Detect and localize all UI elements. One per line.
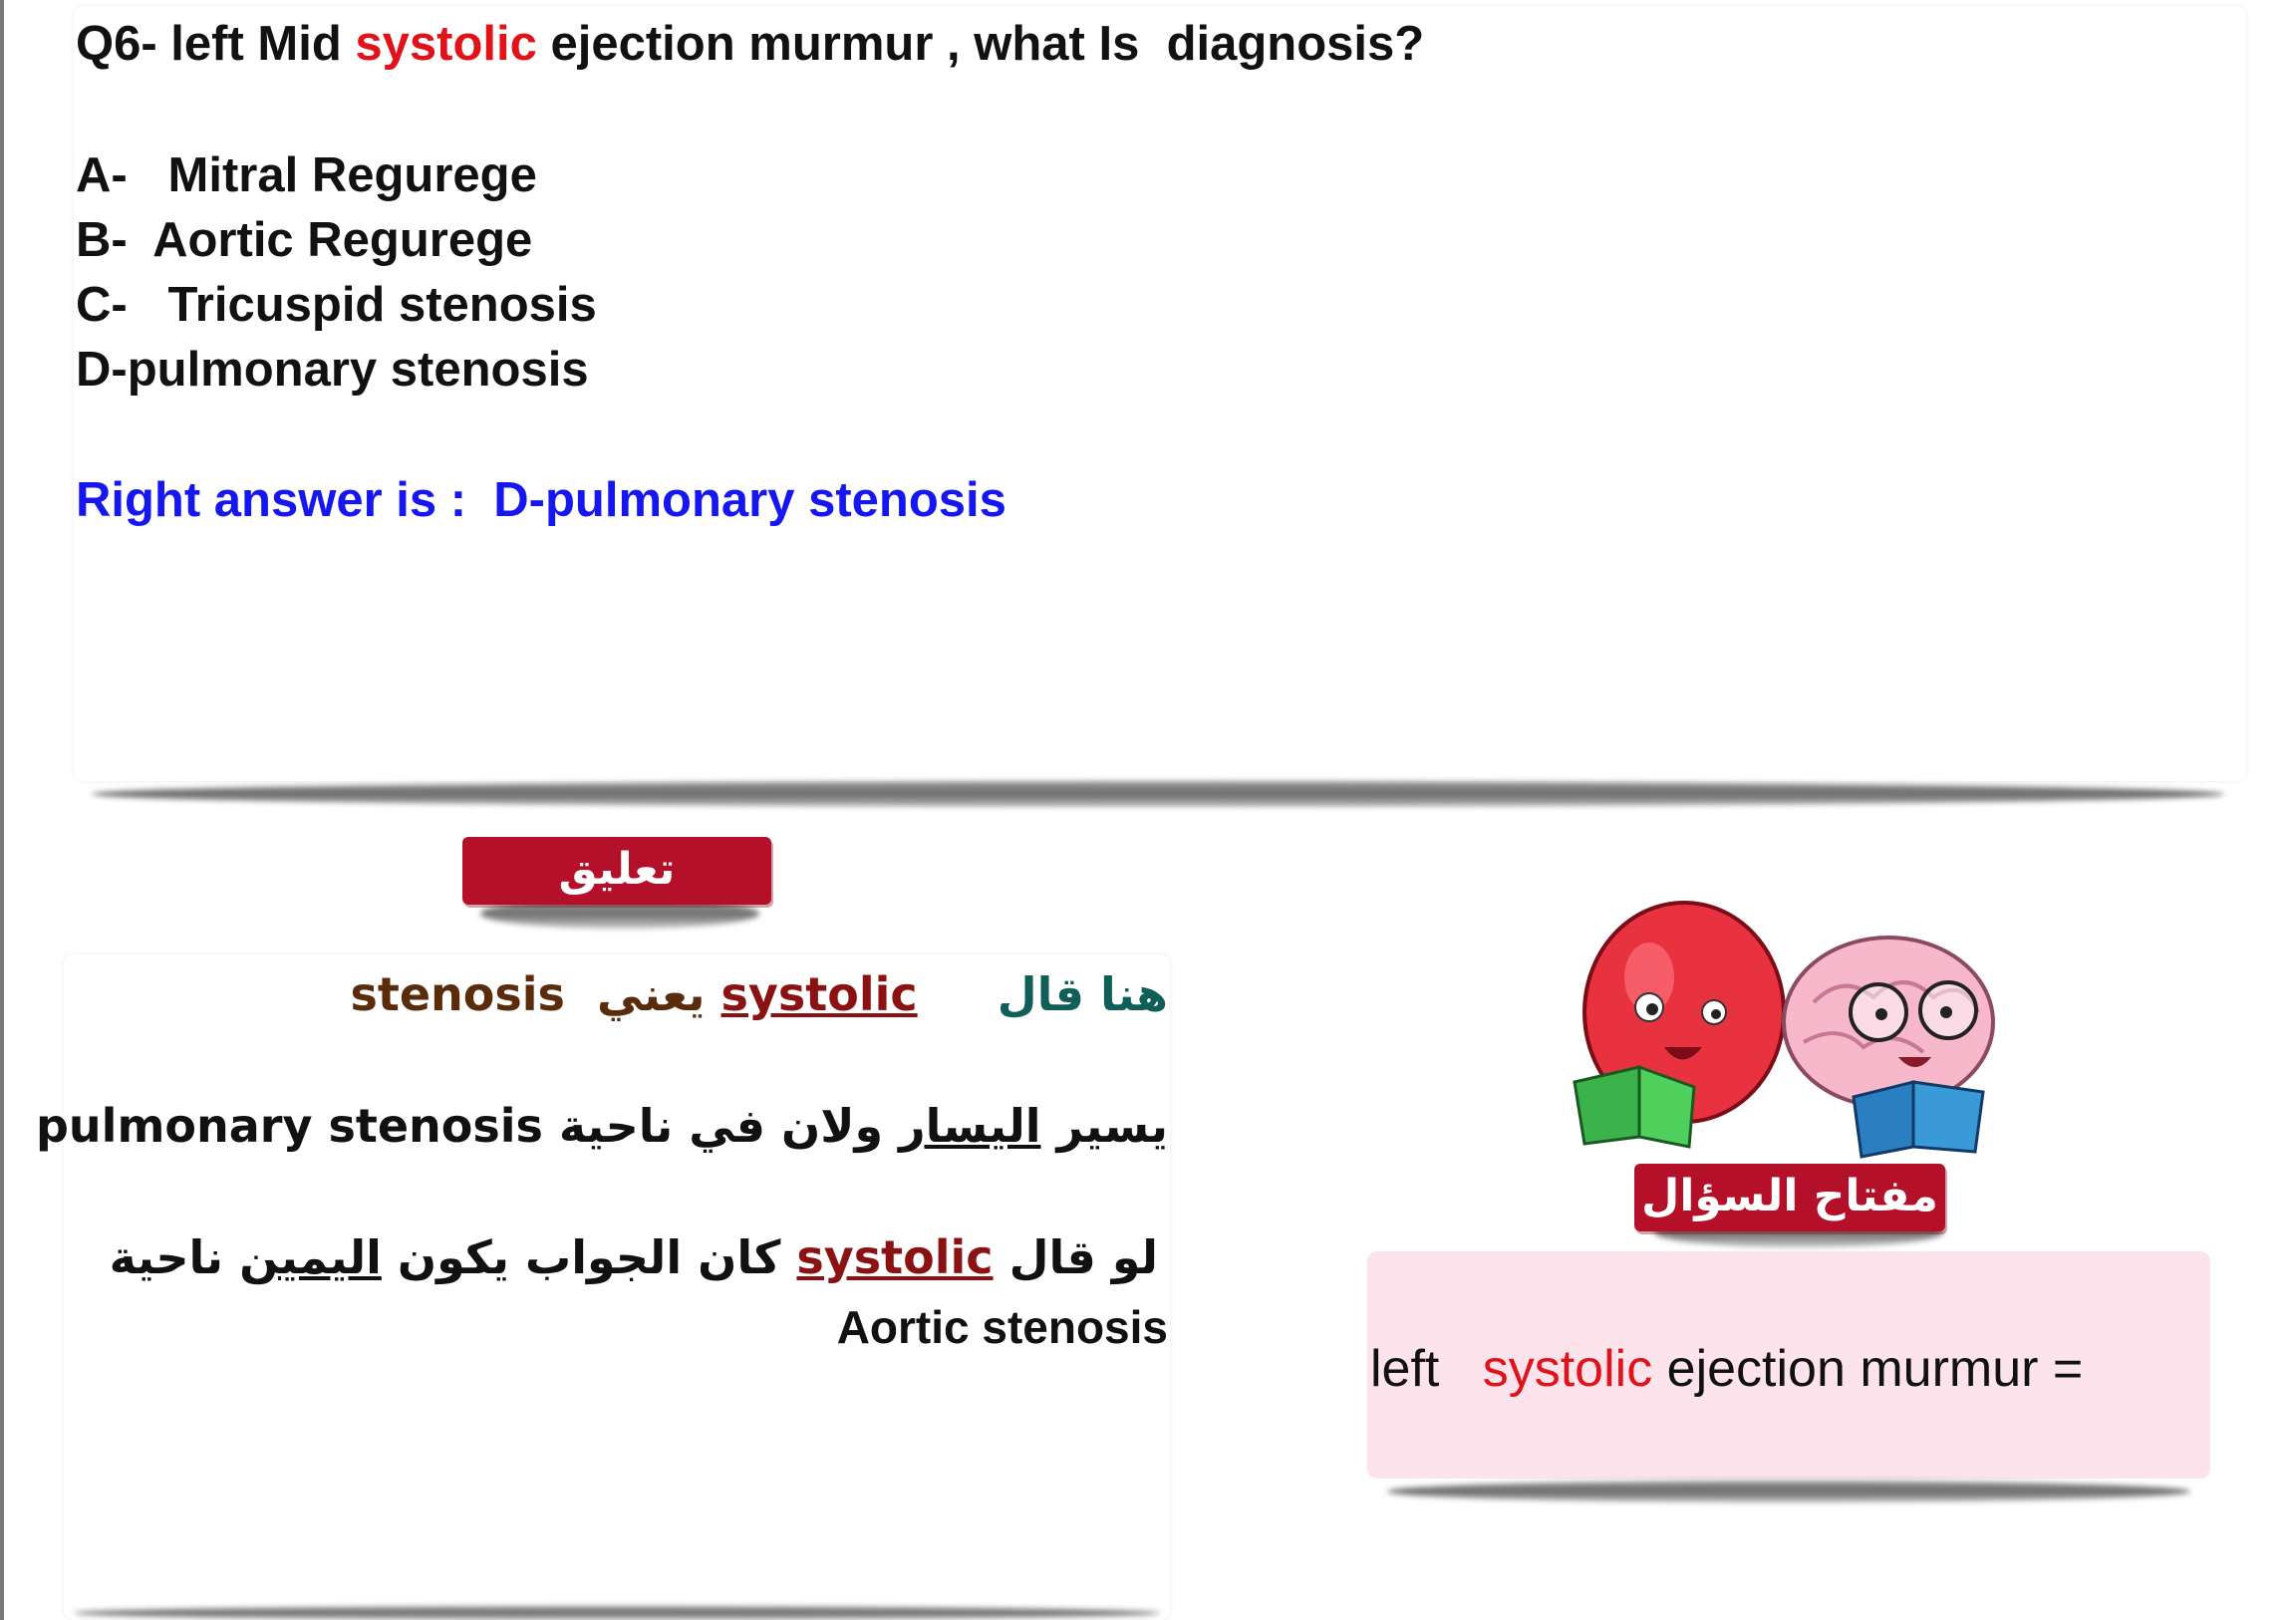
- heart-brain-illustration: [1565, 883, 2023, 1182]
- brain-icon: [1784, 938, 1993, 1157]
- option-a: A- Mitral Regurege: [76, 148, 537, 202]
- key-highlight: systolic: [1482, 1340, 1653, 1398]
- comment-l1-here-said: هنا قال: [997, 967, 1168, 1021]
- question-title: [76, 14, 1424, 74]
- option-c: C- Tricuspid stenosis: [76, 278, 597, 332]
- question-highlight: systolic: [355, 17, 537, 71]
- right-answer: Right answer is : D-pulmonary stenosis: [76, 473, 1006, 527]
- comment-l3-answer-would-be: كان الجواب يكون: [397, 1230, 781, 1284]
- comment-l3-if-said: لو قال: [1008, 1230, 1158, 1284]
- comment-l2-because: ولان في ناحية: [558, 1099, 884, 1153]
- key-statement: [1370, 1337, 2083, 1401]
- comment-line-4: Aortic stenosis: [836, 1301, 1168, 1353]
- comment-l3-systolic: systolic: [796, 1230, 994, 1284]
- key-card-shadow: [1387, 1481, 2190, 1502]
- question-suffix: ejection murmur , what Is diagnosis?: [536, 17, 1425, 71]
- comment-l1-means: يعني: [596, 967, 706, 1021]
- comment-l2-goes: يسير: [1056, 1099, 1168, 1153]
- comment-l3-right: اليمين: [239, 1230, 382, 1284]
- question-prefix: Q6- left Mid: [76, 17, 356, 71]
- question-card-shadow: [92, 781, 2224, 807]
- comment-l1-systolic: systolic: [720, 967, 918, 1021]
- key-banner: مفتاح السؤال: [1634, 1164, 1945, 1231]
- comment-l3-side: ناحية: [109, 1230, 224, 1284]
- comment-l2-left: اليسار: [899, 1099, 1041, 1153]
- comment-line-3: [110, 1227, 1158, 1287]
- comment-card-shadow: [74, 1606, 1160, 1620]
- comment-banner: تعليق: [462, 837, 771, 905]
- comment-line-2: [36, 1096, 1168, 1156]
- option-d: D-pulmonary stenosis: [76, 343, 589, 397]
- key-prefix: left: [1370, 1340, 1483, 1398]
- comment-l1-stenosis: stenosis: [350, 967, 565, 1021]
- option-b: B- Aortic Regurege: [76, 213, 533, 267]
- comment-l2-pulmonary: pulmonary stenosis: [36, 1099, 543, 1153]
- heart-icon: [1575, 903, 1784, 1147]
- key-suffix: ejection murmur =: [1652, 1340, 2084, 1398]
- comment-line-1: [350, 964, 1168, 1024]
- comment-card: [64, 954, 1170, 1620]
- page-edge-line: [0, 0, 4, 1620]
